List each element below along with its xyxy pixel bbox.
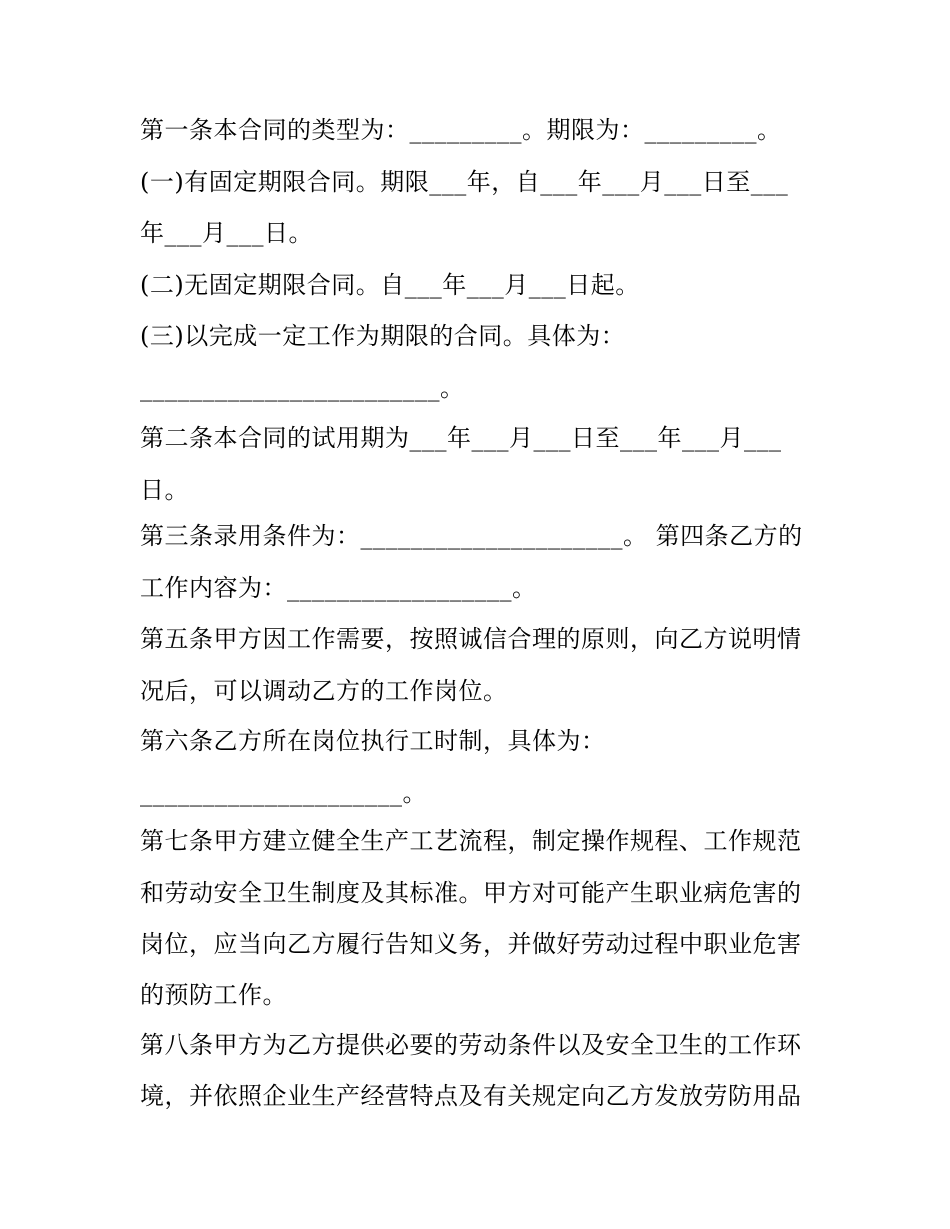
text-line: (二)无固定期限合同。自___年___月___日起。 <box>140 271 640 299</box>
text-line: _____________________。 <box>140 779 427 807</box>
text-line: (一)有固定期限合同。期限___年，自___年___月___日至___ <box>140 168 789 196</box>
text-line: 第七条甲方建立健全生产工艺流程，制定操作规程、工作规范 <box>140 827 802 855</box>
text-line: (三)以完成一定工作为期限的合同。具体为： <box>140 322 626 350</box>
text-line: 和劳动安全卫生制度及其标准。甲方对可能产生职业病危害的 <box>140 879 802 907</box>
text-line: 第二条本合同的试用期为___年___月___日至___年___月___ <box>140 424 782 452</box>
text-line: 第六条乙方所在岗位执行工时制，具体为： <box>140 727 606 755</box>
text-line: 的预防工作。 <box>140 981 287 1009</box>
text-line: 工作内容为：__________________。 <box>140 574 537 602</box>
text-line: 第五条甲方因工作需要，按照诚信合理的原则，向乙方说明情 <box>140 625 802 653</box>
text-line: 况后，可以调动乙方的工作岗位。 <box>140 677 508 705</box>
text-line: 境，并依照企业生产经营特点及有关规定向乙方发放劳防用品 <box>140 1082 802 1110</box>
text-line: 岗位，应当向乙方履行告知义务，并做好劳动过程中职业危害 <box>140 930 802 958</box>
text-line: 日。 <box>140 476 189 504</box>
text-line: ________________________。 <box>140 374 465 402</box>
text-line: 第一条本合同的类型为：_________。期限为：_________。 <box>140 116 782 144</box>
text-line: 年___月___日。 <box>140 219 313 247</box>
text-line: 第三条录用条件为：_____________________。 第四条乙方的 <box>140 522 803 550</box>
text-line: 第八条甲方为乙方提供必要的劳动条件以及安全卫生的工作环 <box>140 1031 802 1059</box>
